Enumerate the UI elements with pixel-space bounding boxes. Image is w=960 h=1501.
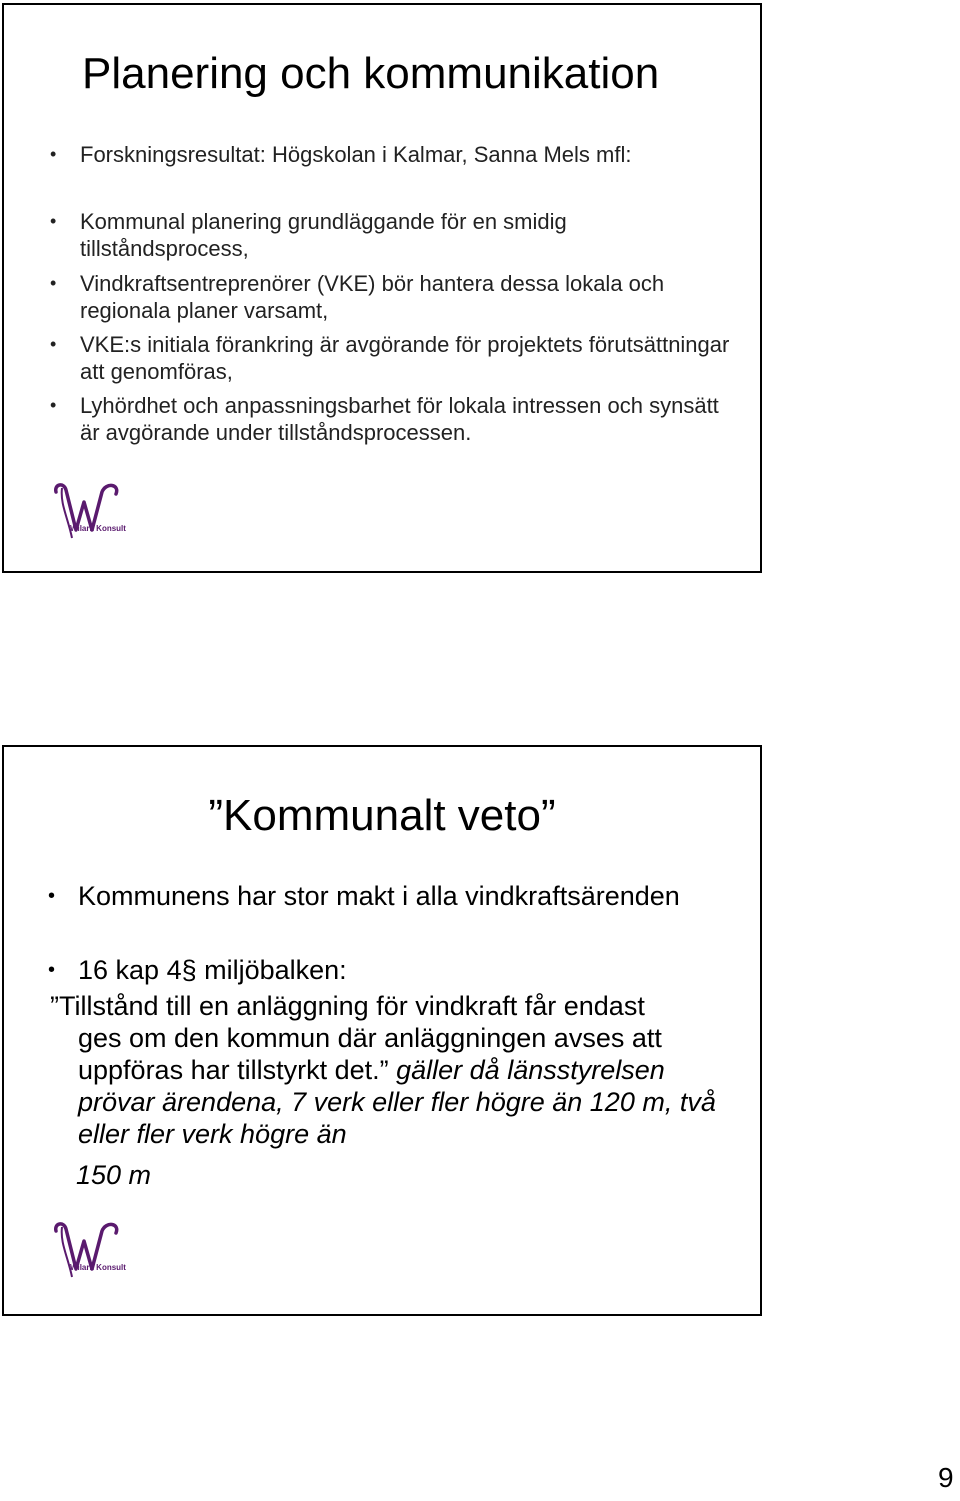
quote-first-line: ”Tillstånd till en anläggning för vindkraft får endast (50, 991, 645, 1021)
logo-text: Wilark Konsult (70, 524, 126, 533)
slide-kommunalt-veto (2, 745, 762, 1316)
slide-title: Planering och kommunikation (82, 49, 660, 98)
bullet-item: • Kommunal planering grundläggande för en smidig tillståndsprocess, (80, 208, 740, 262)
wilark-logo (50, 1219, 130, 1281)
bullet-item: • Lyhördhet och anpassningsbarhet för lokala intressen och synsätt är avgörande under tillståndsprocessen. (80, 392, 740, 446)
bullet-item: • Vindkraftsentreprenörer (VKE) bör hantera dessa lokala och regionala planer varsamt, (80, 270, 740, 324)
slide-planering (2, 3, 762, 573)
wilark-logo (50, 480, 130, 542)
bullet-item: • Kommunens har stor makt i alla vindkraftsärenden (78, 880, 748, 912)
quote-text: ges om den kommun där anläggningen avses att uppföras har tillstyrkt det.” (78, 1023, 662, 1085)
quote-continuation (50, 1022, 740, 1150)
logo-text: Wilark Konsult (70, 1263, 126, 1272)
note-italic: gäller då länsstyrelsen prövar ärendena, 7 verk eller fler högre än 120 m, två eller fler verk högre än (78, 1055, 716, 1149)
page-number: 9 (938, 1462, 954, 1493)
note-last-line: 150 m (76, 1160, 152, 1190)
bullet-item: • Forskningsresultat: Högskolan i Kalmar, Sanna Mels mfl: (80, 141, 740, 168)
slide-title: ”Kommunalt veto” (208, 791, 556, 840)
bullet-item: • VKE:s initiala förankring är avgörande för projektets förutsättningar att genomföras, (80, 331, 740, 385)
quote-paragraph (50, 990, 740, 1150)
bullet-item: • 16 kap 4§ miljöbalken: (78, 954, 748, 986)
